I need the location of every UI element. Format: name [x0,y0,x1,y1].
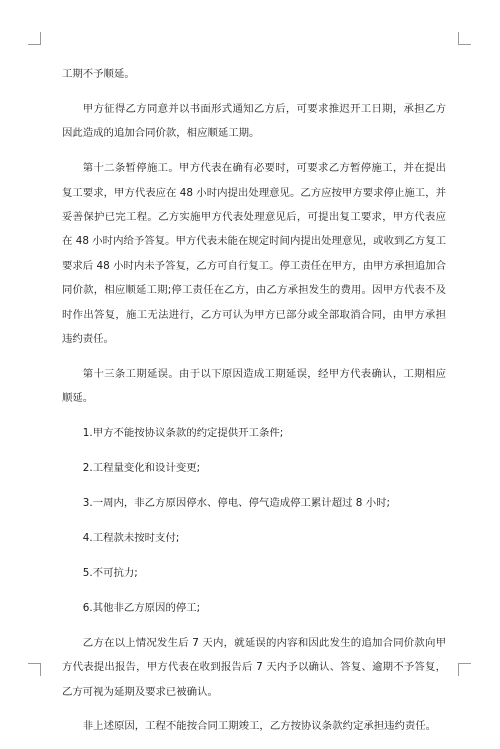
crop-mark-top-left [28,32,41,45]
paragraph-3: 第十二条暂停施工。甲方代表在确有必要时，可要求乙方暂停施工，并在提出复工要求，甲方代表应在 48 小时内提出处理意见。乙方应按甲方要求停止施工，并妥善保护已完工程。乙方实施甲方代表处理意见后，可提出复工要求，甲方代表应在 48 小时内给予答复。甲方代表未能在规定时间内提出处理意见，或收到乙方复工要求后 48 小时内未予答复，乙方可自行复工。停工责任在甲方，由甲方承担追加合同价款，相应顺延工期;停工责任在乙方，由乙方承担发生的费用。因甲方代表不及时作出答复，施工无法进行，乙方可认为甲方已部分或全部取消合同，由甲方承担违约责任。 [62,162,446,346]
paragraph-1: 工期不予顺延。 [62,68,135,80]
list-item-5: 5.不可抗力; [82,566,138,579]
list-item-1: 1.甲方不能按协议条款的约定提供开工条件; [82,427,284,440]
paragraph-6: 非上述原因，工程不能按合同工期竣工，乙方按协议条款约定承担违约责任。 [82,720,437,733]
list-item-4: 4.工程款未按时支付; [82,532,180,544]
paragraph-4: 第十三条工期延误。由于以下原因造成工期延误，经甲方代表确认，工期相应顺延。 [62,367,446,405]
paragraph-5: 乙方在以上情况发生后 7 天内，就延误的内容和因此发生的追加合同价款向甲方代表提出报告，甲方代表在收到报告后 7 天内予以确认、答复、逾期不予答复，乙方可视为延期及要求已被确认。 [62,636,446,698]
document-body [62,62,446,749]
list-item-2: 2.工程量变化和设计变更; [82,462,201,475]
list-item-6: 6.其他非乙方原因的停工; [82,601,201,614]
list-item-3: 3.一周内，非乙方原因停水、停电、停气造成停工累计超过 8 小时; [82,497,390,510]
crop-mark-bottom-right [458,663,471,676]
crop-mark-bottom-left [28,663,41,676]
paragraph-2: 甲方征得乙方同意并以书面形式通知乙方后，可要求推迟开工日期，承担乙方因此造成的追加合同价款，相应顺延工期。 [62,102,446,140]
crop-mark-top-right [458,32,471,45]
